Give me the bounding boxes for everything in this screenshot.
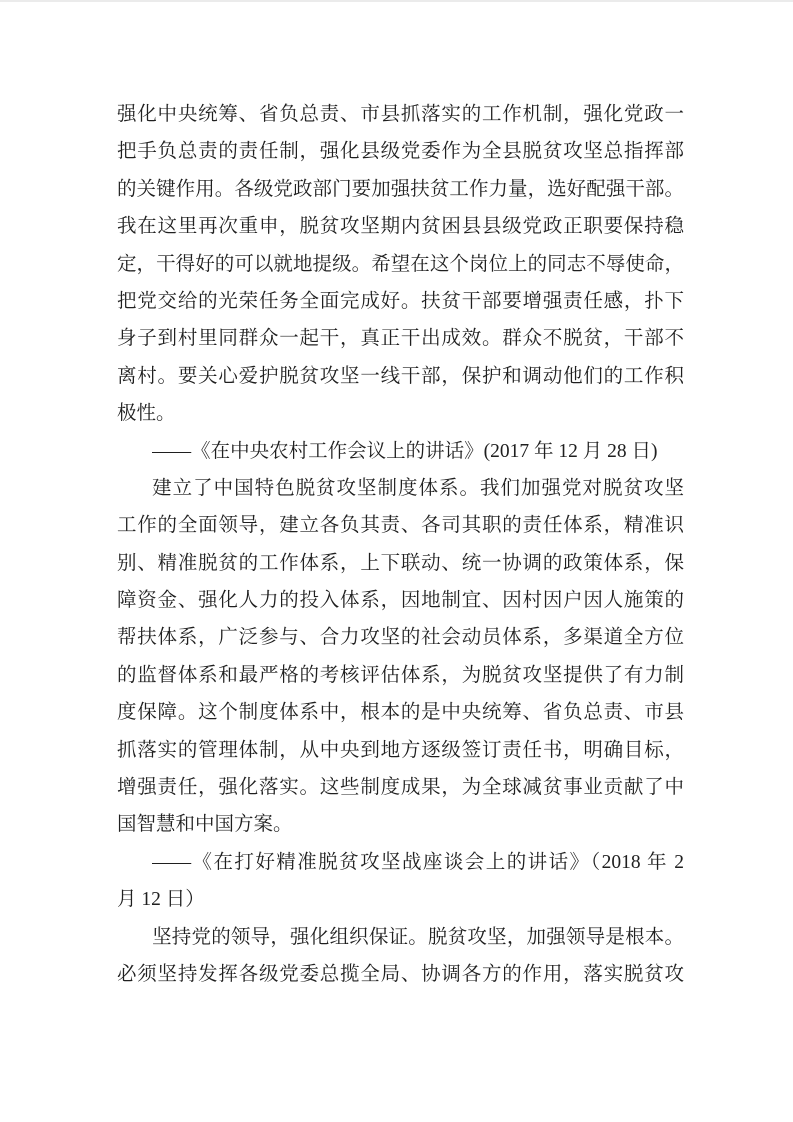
text-line: 必须坚持发挥各级党委总揽全局、协调各方的作用，落实脱贫攻 [117, 963, 684, 985]
text-line: 的关键作用。各级党政部门要加强扶贫工作力量，选好配强干部。 [117, 178, 684, 200]
text-line: 的监督体系和最严格的考核评估体系，为脱贫攻坚提供了有力制 [117, 664, 684, 686]
text-line: 抓落实的管理体制，从中央到地方逐级签订责任书，明确目标， [117, 739, 684, 761]
text-line: 把手负总责的责任制，强化县级党委作为全县脱贫攻坚总指挥部 [117, 141, 684, 163]
text-line: 工作的全面领导，建立各负其责、各司其职的责任体系，精准识 [117, 515, 684, 537]
text-line: 国智慧和中国方案。 [117, 814, 293, 836]
quote-attribution-line: ——《在打好精准脱贫攻坚战座谈会上的讲话》（2018 年 2 [152, 851, 684, 873]
text-line: 把党交给的光荣任务全面完成好。扶贫干部要增强责任感，扑下 [117, 290, 684, 312]
quote-attribution-line: ——《在中央农村工作会议上的讲话》(2017 年 12 月 28 日) [152, 440, 658, 462]
text-line: 离村。要关心爱护脱贫攻坚一线干部，保护和调动他们的工作积 [117, 365, 684, 387]
text-line: 定，干得好的可以就地提级。希望在这个岗位上的同志不辱使命， [117, 253, 684, 275]
text-line: 帮扶体系，广泛参与、合力攻坚的社会动员体系，多渠道全方位 [117, 627, 684, 649]
text-line: 强化中央统筹、省负总责、市县抓落实的工作机制，强化党政一 [117, 104, 684, 125]
text-line: 身子到村里同群众一起干，真正干出成效。群众不脱贫，干部不 [117, 328, 684, 350]
text-line: 极性。 [117, 403, 176, 425]
document-text-block [117, 96, 684, 993]
text-line: 度保障。这个制度体系中，根本的是中央统筹、省负总责、市县 [117, 702, 684, 724]
page-top-edge [0, 0, 793, 2]
text-line: 增强责任，强化落实。这些制度成果，为全球减贫事业贡献了中 [117, 777, 684, 799]
text-line: 坚持党的领导，强化组织保证。脱贫攻坚，加强领导是根本。 [152, 926, 684, 948]
quote-attribution-line: 月 12 日） [117, 889, 205, 911]
text-line: 障资金、强化人力的投入体系，因地制宜、因村因户因人施策的 [117, 590, 684, 612]
text-line: 我在这里再次重申，脱贫攻坚期内贫困县县级党政正职要保持稳 [117, 216, 684, 238]
text-line: 建立了中国特色脱贫攻坚制度体系。我们加强党对脱贫攻坚 [152, 477, 684, 499]
text-line: 别、精准脱贫的工作体系，上下联动、统一协调的政策体系，保 [117, 552, 684, 574]
